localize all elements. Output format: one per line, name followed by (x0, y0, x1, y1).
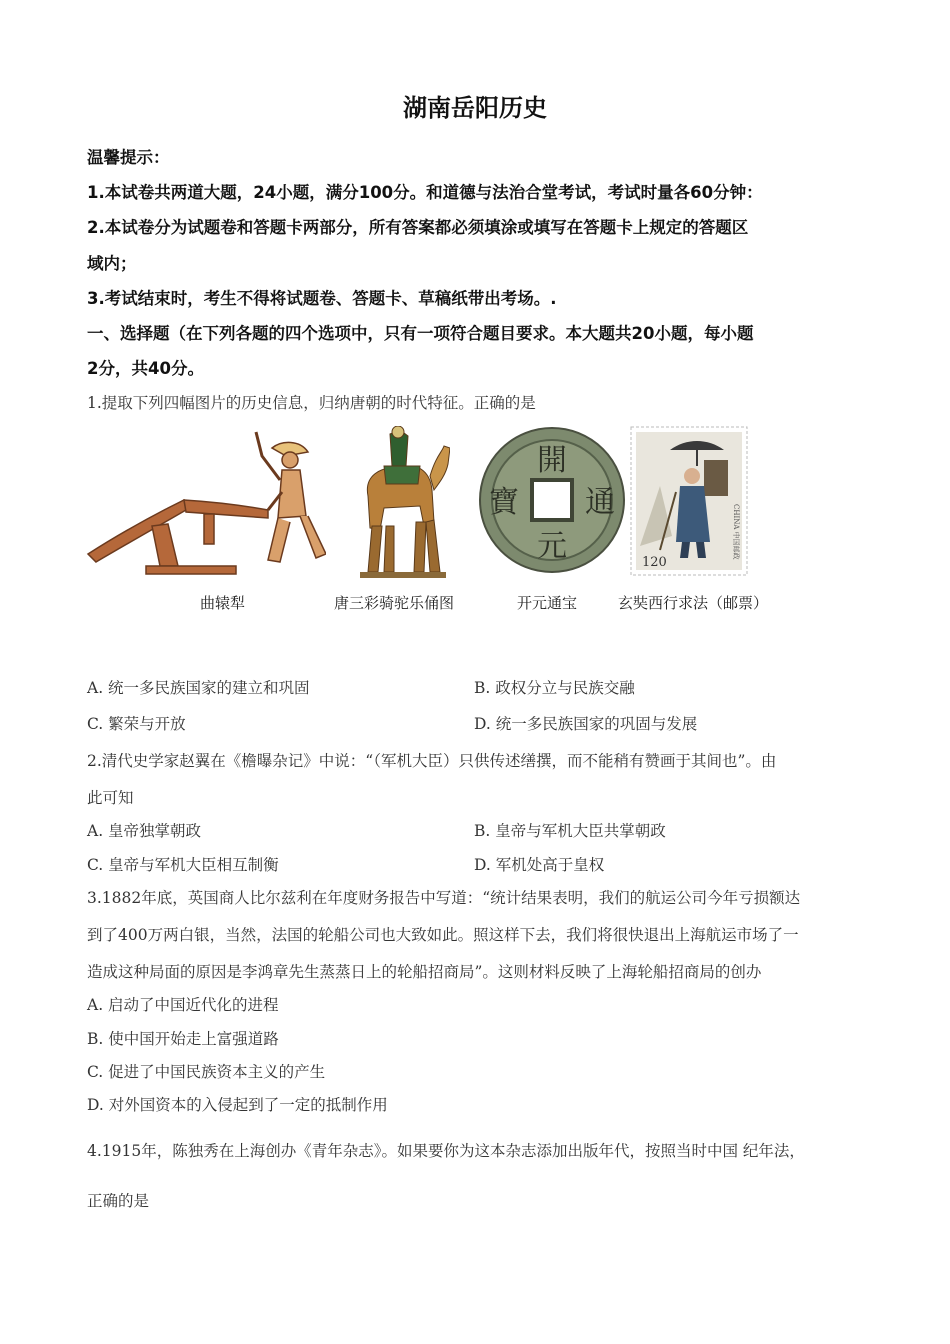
tip-2-cont: 域内； (87, 254, 137, 273)
coin-char-bottom: 元 (537, 529, 567, 564)
coin-char-right: 通 (585, 485, 615, 520)
q3-option-d[interactable]: D. 对外国资本的入侵起到了一定的抵制作用 (87, 1096, 388, 1114)
q2-option-d[interactable]: D. 军机处高于皇权 (474, 856, 605, 874)
q1-option-d[interactable]: D. 统一多民族国家的巩固与发展 (474, 715, 698, 733)
page-title: 湖南岳阳历史 (403, 94, 547, 122)
stamp-country: CHINA 中国邮政 (732, 504, 740, 560)
q3-stem-cont-2: 造成这种局面的原因是李鸿章先生蒸蒸日上的轮船招商局”。这则材料反映了上海轮船招商局的创办 (87, 963, 762, 981)
q3-option-a[interactable]: A. 启动了中国近代化的进程 (87, 996, 279, 1014)
tip-2: 2.本试卷分为试题卷和答题卡两部分，所有答案都必须填涂或填写在答题卡上规定的答题区 (87, 218, 749, 237)
q2-stem-cont: 此可知 (87, 789, 134, 807)
camel-figurine-image (350, 426, 450, 578)
q4-stem: 4.1915年，陈独秀在上海创办《青年杂志》。如果要你为这本杂志添加出版年代，按照当时中国 纪年法， (87, 1142, 805, 1160)
q3-option-c[interactable]: C. 促进了中国民族资本主义的产生 (87, 1063, 326, 1081)
q1-option-b[interactable]: B. 政权分立与民族交融 (474, 679, 635, 697)
caption-coin: 开元通宝 (517, 594, 578, 612)
q1-option-c[interactable]: C. 繁荣与开放 (87, 715, 186, 733)
q2-stem: 2.清代史学家赵翼在《檐曝杂记》中说：“（军机大臣）只供传述缮撰，而不能稍有赞画于其间也”。由 (87, 752, 777, 770)
q3-stem-cont-1: 到了400万两白银，当然，法国的轮船公司也大致如此。照这样下去，我们将很快退出上海航运市场了一 (87, 926, 799, 944)
caption-plow: 曲辕犁 (200, 594, 246, 612)
section-heading: 一、选择题（在下列各题的四个选项中，只有一项符合题目要求。本大题共20小题，每小题 (87, 324, 754, 343)
coin-char-left: 寶 (489, 485, 519, 520)
stamp-value: 120 (642, 555, 667, 570)
q1-option-a[interactable]: A. 统一多民族国家的建立和巩固 (87, 679, 310, 697)
xuanzang-stamp-image (630, 426, 748, 576)
q3-stem: 3.1882年底，英国商人比尔兹利在年度财务报告中写道：“统计结果表明，我们的航运公司今年亏损额达 (87, 889, 801, 907)
q2-option-c[interactable]: C. 皇帝与军机大臣相互制衡 (87, 856, 279, 874)
section-heading-cont: 2分，共40分。 (87, 359, 204, 378)
caption-camel: 唐三彩骑驼乐俑图 (334, 594, 455, 612)
caption-stamp: 玄奘西行求法（邮票） (618, 594, 769, 612)
q2-option-b[interactable]: B. 皇帝与军机大臣共掌朝政 (474, 822, 666, 840)
q1-stem: 1.提取下列四幅图片的历史信息，归纳唐朝的时代特征。正确的是 (87, 394, 536, 412)
tip-3: 3.考试结束时，考生不得将试题卷、答题卡、草稿纸带出考场。. (87, 289, 557, 308)
tip-1: 1.本试卷共两道大题，24小题，满分100分。和道德与法治合堂考试，考试时量各60分钟： (87, 183, 763, 202)
q3-option-b[interactable]: B. 使中国开始走上富强道路 (87, 1030, 279, 1048)
tip-label: 温馨提示： (87, 148, 170, 167)
q2-option-a[interactable]: A. 皇帝独掌朝政 (87, 822, 202, 840)
q4-stem-cont: 正确的是 (87, 1192, 150, 1210)
coin-char-top: 開 (537, 443, 567, 478)
plow-image (86, 426, 326, 578)
kaiyuan-coin-image (478, 426, 626, 574)
